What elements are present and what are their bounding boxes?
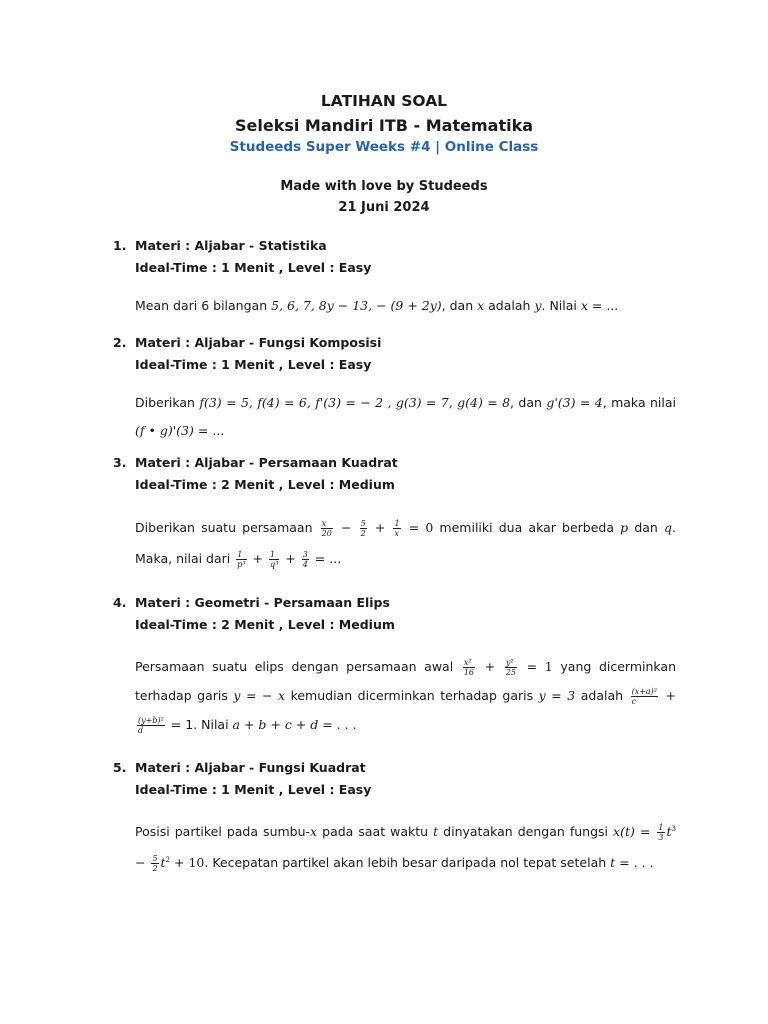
q-math: x(t) = [613, 824, 656, 840]
q-math: p [620, 520, 629, 535]
q-math: a + b + c + d = . . . [232, 717, 357, 732]
q-text: 1. Nilai [185, 717, 233, 732]
question-body [135, 512, 676, 574]
question-number: 1. [113, 238, 127, 253]
q-operator: = 1 [519, 659, 553, 674]
q-operator: + [477, 659, 503, 674]
question-topic: Materi : Aljabar - Persamaan Kuadrat [135, 455, 398, 470]
q-math: (f • g)'(3) = [135, 423, 209, 438]
question-ideal-time: Ideal-Time : 2 Menit , Level : Medium [135, 617, 395, 632]
q-math: x [310, 824, 318, 840]
q-math: x = [580, 298, 603, 313]
fraction: $\frac{\text{(x+a)²}}{c}$ [631, 687, 658, 706]
fraction: $\frac{3}{4}$ [302, 550, 308, 569]
event-name: Studeeds Super Weeks #4 | Online Class [229, 139, 539, 155]
q-math: y = − x [233, 688, 286, 703]
fraction: $\frac{5}{2}$ [360, 519, 366, 538]
question-ideal-time: Ideal-Time : 2 Menit , Level : Medium [135, 477, 395, 492]
q-math: t [433, 824, 439, 840]
doc-subtitle: Seleksi Mandiri ITB - Matematika [234, 116, 534, 135]
q-operator: − [135, 855, 150, 871]
fraction: $\frac{\text{(y+b)²}}{d}$ [138, 716, 164, 735]
q-math: t [666, 824, 672, 840]
q-text: dinyatakan dengan fungsi [438, 824, 614, 840]
fraction: $\frac{5}{2}$ [152, 854, 158, 874]
question-topic: Materi : Aljabar - Statistika [135, 238, 327, 253]
q-operator: = [310, 551, 326, 566]
doc-title: LATIHAN SOAL [320, 92, 448, 110]
q-text: , dan [441, 298, 478, 313]
q-math: y [534, 298, 542, 313]
fraction: $\frac{1}{\text{p³}}$ [237, 550, 246, 569]
q-text: . Nilai [541, 298, 581, 313]
q-math: t [160, 855, 166, 871]
q-text: . Maka, nilai dari [135, 520, 676, 566]
q-exponent: 2 [165, 856, 171, 865]
q-operator: + [368, 520, 392, 535]
question-topic: Materi : Geometri - Persamaan Elips [135, 595, 390, 610]
question-body [135, 292, 676, 320]
q-text: Persamaan suatu elips dengan persamaan awal [135, 659, 461, 674]
q-math: 5, 6, 7, 8y − 13, − (9 + 2y) [271, 298, 442, 313]
question-body [135, 652, 676, 739]
q-text: kemudian dicerminkan terhadap garis [285, 688, 539, 703]
fraction: $\frac{1}{3}$ [658, 823, 664, 843]
q-math: g'(3) = 4 [546, 395, 603, 410]
q-text: adalah [484, 298, 535, 313]
q-text: ... [325, 551, 342, 566]
question-topic: Materi : Aljabar - Fungsi Komposisi [135, 335, 382, 350]
q-math: x [477, 298, 485, 313]
fraction: $\frac{x}{20}$ [321, 519, 332, 538]
q-text: pada saat waktu [317, 824, 434, 840]
question-ideal-time: Ideal-Time : 1 Menit , Level : Easy [135, 260, 372, 275]
q-exponent: 3 [671, 825, 677, 833]
q-math: f(3) = 5, f(4) = 6, f'(3) = − 2 , g(3) = 7, g(4) = 8 [199, 395, 511, 410]
question-topic: Materi : Aljabar - Fungsi Kuadrat [135, 760, 366, 775]
q-text: , dan [510, 395, 547, 410]
q-text: ... [208, 423, 225, 438]
question-number: 2. [113, 335, 127, 350]
fraction: $\frac{1}{\text{q³}}$ [269, 550, 279, 569]
q-text: Posisi partikel pada sumbu- [135, 824, 311, 840]
q-operator: + [248, 551, 267, 566]
q-text: ... [602, 298, 619, 313]
q-text: Mean dari 6 bilangan [135, 298, 272, 313]
q-operator: + [660, 688, 677, 703]
q-text: Diberikan [135, 395, 200, 410]
q-operator: + 10 [170, 855, 205, 871]
question-ideal-time: Ideal-Time : 1 Menit , Level : Easy [135, 782, 372, 797]
fraction: $\frac{\text{x²}}{16}$ [463, 658, 475, 677]
q-math: y = 3 [538, 688, 576, 703]
q-operator: − [334, 520, 358, 535]
q-text: memiliki dua akar berbeda [433, 520, 621, 535]
fraction: $\frac{\text{y²}}{25}$ [505, 658, 516, 677]
q-math: q [664, 520, 673, 535]
question-body [135, 389, 676, 445]
q-text: dan [628, 520, 664, 535]
q-text: , maka nilai [602, 395, 677, 410]
fraction: $\frac{1}{x}$ [394, 519, 400, 538]
question-number: 3. [113, 455, 127, 470]
question-body [135, 815, 676, 877]
q-math: t = . . . [610, 855, 654, 871]
question-ideal-time: Ideal-Time : 1 Menit , Level : Easy [135, 357, 372, 372]
q-text: yang dicerminkan terhadap garis [135, 659, 677, 703]
made-by: Made with love by Studeeds [280, 179, 488, 194]
q-operator: = 0 [402, 520, 434, 535]
q-text: . Kecepatan partikel akan lebih besar daripada nol tepat setelah [204, 855, 611, 871]
doc-date: 21 Juni 2024 [338, 200, 430, 215]
question-number: 4. [113, 595, 127, 610]
q-text: adalah [575, 688, 629, 703]
question-number: 5. [113, 760, 127, 775]
q-operator: = [166, 717, 186, 732]
q-text: Diberikan suatu persamaan [135, 520, 319, 535]
q-operator: + [281, 551, 300, 566]
